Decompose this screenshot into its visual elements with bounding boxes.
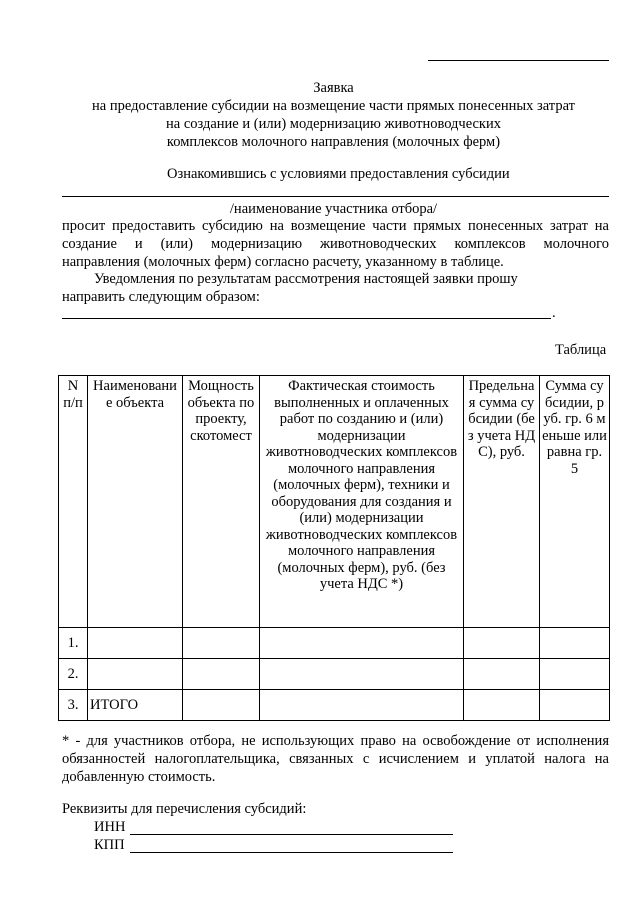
applicant-caption: /наименование участника отбора/ (229, 201, 438, 217)
row-3-subsidy[interactable] (540, 690, 610, 721)
row-1-cost[interactable] (260, 628, 464, 659)
header-subsidy-sum: Сумма субсидии, руб. гр. 6 меньше или равна гр. 5 (540, 376, 610, 628)
body-line-2: создание и (или) модернизацию животноводческих комплексов молочного (62, 236, 609, 252)
subtitle-line-2: на создание и (или) модернизацию животноводческих (166, 116, 501, 132)
row-3-max-subsidy[interactable] (464, 690, 540, 721)
row-3-cost[interactable] (260, 690, 464, 721)
row-2-subsidy[interactable] (540, 659, 610, 690)
notice-address-line[interactable] (62, 318, 551, 319)
requisites-title: Реквизиты для перечисления субсидий: (62, 801, 307, 817)
notice-line-2: направить следующим образом: (62, 289, 260, 305)
row-1-max-subsidy[interactable] (464, 628, 540, 659)
row-1-subsidy[interactable] (540, 628, 610, 659)
header-max-subsidy: Предельная сумма субсидии (без учета НДС), руб. (464, 376, 540, 628)
row-3-capacity[interactable] (183, 690, 260, 721)
header-object-name: Наименование объекта (88, 376, 183, 628)
header-actual-cost: Фактическая стоимость выполненных и оплаченных работ по созданию и (или) модернизации животноводческих комплексов молочного направления (молочных ферм), техники и оборудования для создания и (или) модернизации животноводческих комплексов молочного направления (молочных ферм), руб. (без учета НДС *) (260, 376, 464, 628)
row-2-cost[interactable] (260, 659, 464, 690)
subtitle-line-3: комплексов молочного направления (молочных ферм) (166, 134, 501, 150)
row-2-object[interactable] (88, 659, 183, 690)
table-row (59, 628, 610, 659)
row-1-num: 1. (59, 628, 88, 659)
row-2-max-subsidy[interactable] (464, 659, 540, 690)
footnote-line-2: обязанностей налогоплательщика, связанных с исчислением и уплатой налога на (62, 751, 609, 767)
row-2-num: 2. (59, 659, 88, 690)
row-2-capacity[interactable] (183, 659, 260, 690)
header-capacity: Мощность объекта по проекту, скотомест (183, 376, 260, 628)
inn-field[interactable] (130, 834, 453, 835)
row-1-capacity[interactable] (183, 628, 260, 659)
applicant-name-line[interactable] (62, 196, 609, 197)
subtitle-line-1: на предоставление субсидии на возмещение части прямых понесенных затрат (92, 98, 575, 114)
table-row (59, 690, 610, 721)
table-row (59, 659, 610, 690)
subsidy-table (58, 375, 610, 721)
inn-label: ИНН (94, 819, 126, 835)
intro-text: Ознакомившись с условиями предоставления субсидии (167, 166, 510, 182)
header-underline (428, 60, 609, 61)
page-title: Заявка (313, 80, 354, 96)
body-line-3: направления (молочных ферм) согласно расчету, указанному в таблице. (62, 254, 504, 270)
row-1-object[interactable] (88, 628, 183, 659)
body-line-1: просит предоставить субсидию на возмещение части прямых понесенных затрат на (62, 218, 609, 234)
table-header-row (59, 376, 610, 628)
header-num: N п/п (59, 376, 88, 628)
kpp-field[interactable] (130, 852, 453, 853)
kpp-label: КПП (94, 837, 125, 853)
notice-line-end: . (552, 305, 556, 321)
table-label: Таблица (555, 342, 607, 358)
notice-line-1: Уведомления по результатам рассмотрения настоящей заявки прошу (94, 271, 518, 287)
footnote-line-3: добавленную стоимость. (62, 769, 216, 785)
footnote-line-1: * - для участников отбора, не использующих право на освобождение от исполнения (62, 733, 609, 749)
row-3-object: ИТОГО (88, 690, 183, 721)
row-3-num: 3. (59, 690, 88, 721)
